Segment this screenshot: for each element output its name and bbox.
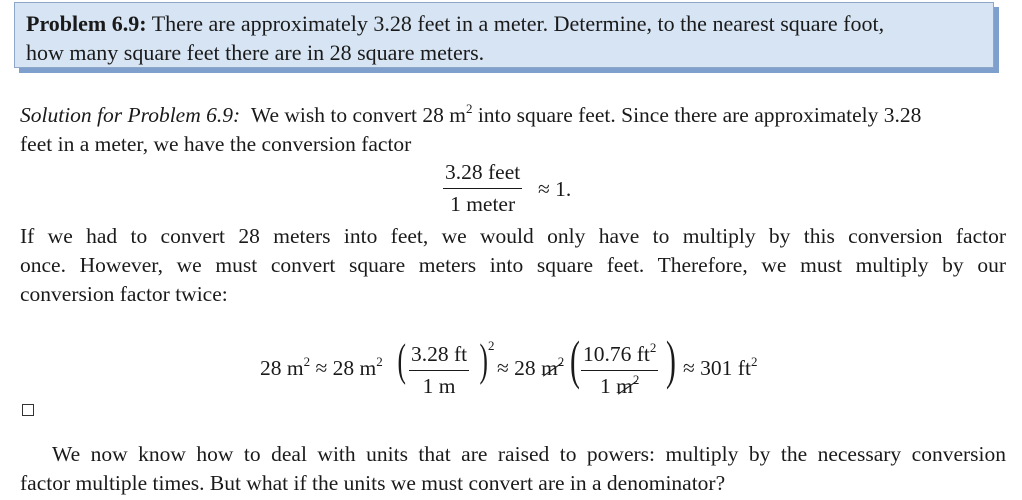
eq-sq-4: 2 <box>649 340 657 355</box>
problem-line-1 <box>26 9 983 38</box>
eq-f2-den <box>581 370 658 399</box>
solution-text-1: We wish to convert 28 m <box>250 103 466 127</box>
eq-sq-2: 2 <box>376 354 383 369</box>
eq-sq-1: 2 <box>303 354 311 369</box>
solution-text-2: into square feet. Since there are approximately 3.28 <box>472 103 922 127</box>
paragraph-2 <box>20 222 1006 309</box>
eq-close-paren-2: ) <box>666 330 676 390</box>
eq-cancel-m-2 <box>616 374 639 399</box>
paragraph-3 <box>20 440 1006 498</box>
para2-line-3: conversion factor twice: <box>20 282 228 306</box>
factor-numerator: 3.28 feet <box>445 160 521 184</box>
factor-denominator: 1 meter <box>443 188 522 217</box>
eq-close-paren-1: ) <box>479 334 488 385</box>
eq-t3: ≈ 28 <box>497 356 536 380</box>
eq-fraction-2 <box>581 342 658 399</box>
solution-line-2: feet in a meter, we have the conversion factor <box>20 132 412 156</box>
para2-line-1: If we had to convert 28 meters into feet, we would only have to multiply by this conversion factor <box>20 224 1006 248</box>
eq-unit-m: m <box>541 356 558 380</box>
solution-lead: Solution for Problem 6.9: <box>20 103 241 127</box>
eq-term-4 <box>683 356 757 381</box>
eq-f2-num-text: 10.76 ft <box>583 342 650 366</box>
eq-sq-5: 2 <box>632 372 640 387</box>
problem-label: Problem 6.9: <box>26 11 147 36</box>
problem-box <box>14 2 994 68</box>
para2-line-2: once. However, we must convert square meters into square feet. Therefore, we must multiply by our <box>20 253 1006 277</box>
eq-f2-num <box>581 342 658 370</box>
eq-fraction-1 <box>409 342 469 399</box>
eq-sq-6: 2 <box>750 354 758 369</box>
eq-f1-num: 3.28 ft <box>411 342 468 366</box>
para3-line-1: We now know how to deal with units that are raised to powers: multiply by the necessary conversion <box>52 442 1006 466</box>
problem-text-1: There are approximately 3.28 feet in a meter. Determine, to the nearest square foot, <box>151 11 885 36</box>
factor-approx: ≈ 1. <box>538 177 572 201</box>
qed-box-icon <box>22 404 34 416</box>
eq-sq-3: 2 <box>557 354 565 369</box>
eq-term-1 <box>260 356 383 381</box>
conversion-factor-fraction <box>443 160 522 217</box>
solution-exponent: 2 <box>465 101 473 116</box>
eq-f2-den-n: 1 <box>600 374 611 398</box>
solution-paragraph <box>20 101 1006 159</box>
eq-cancel-m <box>541 356 564 381</box>
eq-t4: ≈ 301 ft <box>683 356 751 380</box>
eq-f1-den: 1 m <box>409 370 469 399</box>
eq-open-paren-1: ( <box>397 334 406 385</box>
solution-line-1 <box>20 101 1006 130</box>
eq-t2: ≈ 28 m <box>310 356 377 380</box>
eq-open-paren-2: ( <box>570 330 580 390</box>
eq-term-3 <box>497 356 564 381</box>
problem-text-2: how many square feet there are in 28 square meters. <box>26 40 485 65</box>
eq-unit-m-2: m <box>616 374 633 398</box>
eq-t1: 28 m <box>260 356 304 380</box>
para3-line-2: factor multiple times. But what if the units we must convert are in a denominator? <box>20 471 726 495</box>
